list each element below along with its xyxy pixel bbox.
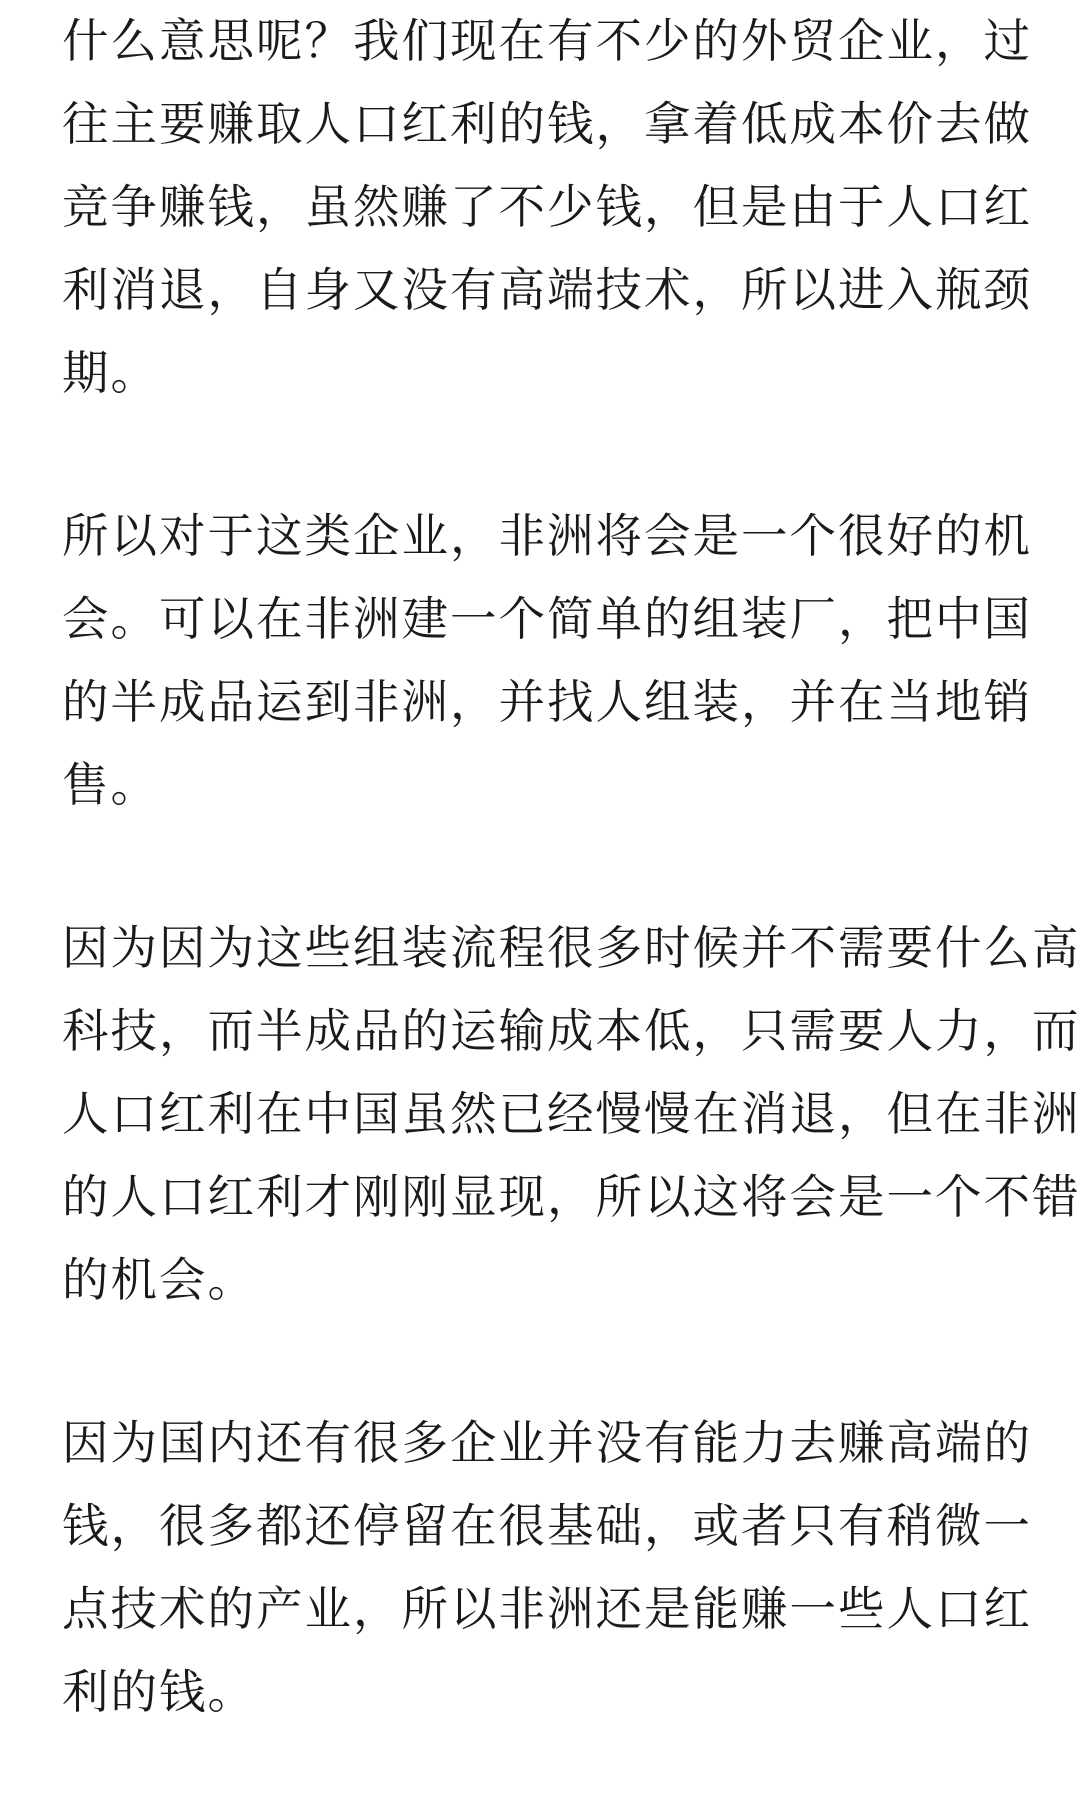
text-line: 点技术的产业，所以非洲还是能赚一些人口红	[62, 1582, 1032, 1636]
text-line: 钱，很多都还停留在很基础，或者只有稍微一	[62, 1499, 1032, 1553]
text-line: 会。可以在非洲建一个简单的组装厂，把中国	[62, 592, 1032, 646]
text-line: 的机会。	[62, 1253, 256, 1307]
text-line: 的半成品运到非洲，并找人组装，并在当地销	[62, 675, 1032, 729]
text-line: 利的钱。	[62, 1665, 256, 1719]
text-line: 竞争赚钱，虽然赚了不少钱，但是由于人口红	[62, 180, 1032, 234]
text-line: 因为国内还有很多企业并没有能力去赚高端的	[62, 1416, 1032, 1470]
paragraph	[62, 495, 1032, 827]
article-body	[62, 0, 1080, 1814]
text-line: 什么意思呢？我们现在有不少的外贸企业，过	[62, 14, 1032, 68]
text-line: 的人口红利才刚刚显现，所以这将会是一个不错	[62, 1170, 1080, 1224]
paragraph	[62, 907, 1080, 1322]
paragraph	[62, 0, 1032, 415]
text-line: 因为因为这些组装流程很多时候并不需要什么高	[62, 921, 1080, 975]
text-line: 期。	[62, 346, 159, 400]
text-line: 科技，而半成品的运输成本低，只需要人力，而	[62, 1004, 1080, 1058]
text-line: 往主要赚取人口红利的钱，拿着低成本价去做	[62, 97, 1032, 151]
text-line: 售。	[62, 758, 159, 812]
paragraph	[62, 1402, 1032, 1734]
text-line: 所以对于这类企业，非洲将会是一个很好的机	[62, 509, 1032, 563]
text-line: 人口红利在中国虽然已经慢慢在消退，但在非洲	[62, 1087, 1080, 1141]
text-line: 利消退，自身又没有高端技术，所以进入瓶颈	[62, 263, 1032, 317]
